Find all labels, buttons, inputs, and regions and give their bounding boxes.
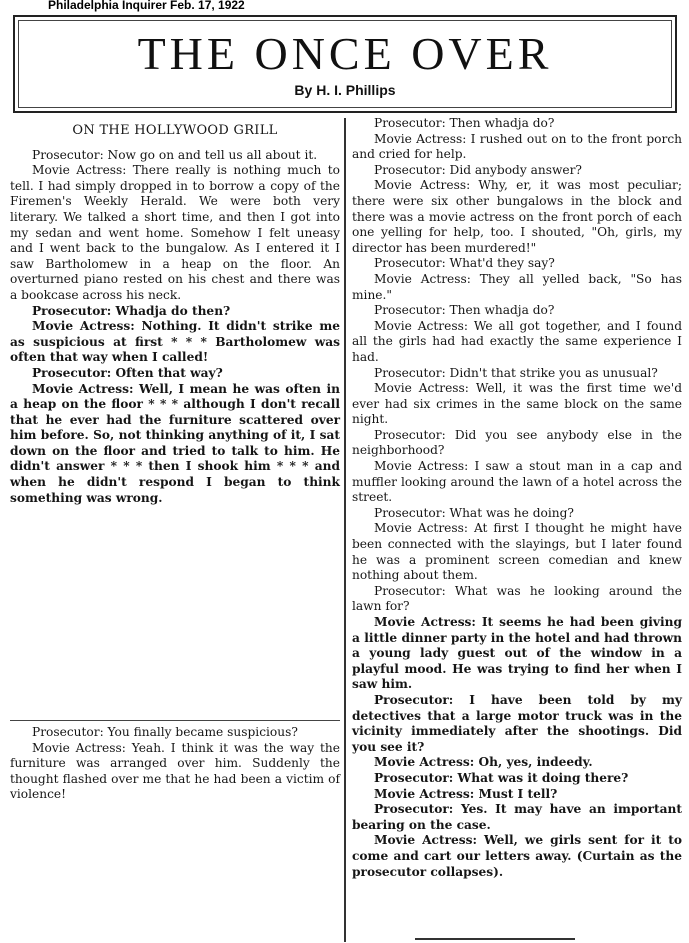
paragraph: Prosecutor: Now go on and tell us all about it. bbox=[32, 147, 318, 162]
column-divider bbox=[344, 118, 346, 942]
headline: ON THE HOLLYWOOD GRILL bbox=[72, 123, 278, 138]
paragraph: Movie Actress: Why, er, it was most peculiar; there were six other bungalows in the block and there was a movie actress on the front porch of each one yelling for help, too. I shouted, "Oh, girls, my director has been murdered!" bbox=[352, 178, 682, 255]
paragraph: Movie Actress: Must I tell? bbox=[374, 786, 558, 801]
paragraph: Movie Actress: Oh, yes, indeedy. bbox=[374, 755, 593, 770]
paragraph: Movie Actress: Well, I mean he was often in a heap on the floor * * * although I don't recall that he ever had the furniture scattered over him before. So, not thinking anything of it, I sat down on the floor and tried to talk to him. He didn't answer * * * then I shook him * * * and when he didn't respond I began to think something was wrong. bbox=[10, 381, 340, 505]
right-column bbox=[352, 116, 682, 880]
paragraph: Movie Actress: I rushed out on to the front porch and cried for help. bbox=[352, 131, 682, 162]
byline: By H. I. Phillips bbox=[294, 82, 396, 98]
paragraph: Movie Actress: Nothing. It didn't strike me as suspicious at first * * * Bartholomew was often that way when I called! bbox=[10, 319, 340, 365]
paragraph: Prosecutor: You finally became suspicious? bbox=[32, 725, 298, 739]
paragraph: Prosecutor: Yes. It may have an important bearing on the case. bbox=[352, 802, 682, 832]
paragraph: Movie Actress: It seems he had been giving a little dinner party in the hotel and had thrown a young lady guest out of the window in a playful mood. He was trying to find her when I saw him. bbox=[352, 615, 682, 692]
paragraph: Movie Actress: Well, it was the first time we'd ever had six crimes in the same block on the same night. bbox=[352, 381, 682, 427]
paragraph: Prosecutor: Did anybody answer? bbox=[374, 162, 582, 177]
masthead-title: THE ONCE OVER bbox=[137, 28, 553, 79]
paragraph: Prosecutor: Then whadja do? bbox=[374, 303, 555, 318]
paragraph: Prosecutor: What was he looking around the lawn for? bbox=[352, 583, 682, 614]
paragraph: Prosecutor: Often that way? bbox=[32, 365, 223, 380]
paragraph: Movie Actress: Well, we girls sent for it to come and cart our letters away. (Curtain as the prosecutor collapses). bbox=[352, 833, 682, 879]
end-rule bbox=[415, 938, 575, 940]
left-column-lower bbox=[10, 725, 340, 803]
paragraph: Prosecutor: Then whadja do? bbox=[374, 116, 555, 130]
left-column-upper bbox=[10, 123, 340, 506]
source-citation: Philadelphia Inquirer Feb. 17, 1922 bbox=[48, 0, 245, 12]
paragraph: Movie Actress: There really is nothing much to tell. I had simply dropped in to borrow a copy of the Firemen's Weekly Herald. We were both very literary. We talked a short time, and then I got into my sedan and went home. Somehow I felt uneasy and I went back to the bungalow. As I entered it I saw Bartholomew in a heap on the floor. An overturned piano rested on his chest and there was a bookcase across his neck. bbox=[10, 163, 340, 302]
masthead bbox=[13, 15, 677, 113]
paragraph: Movie Actress: At first I thought he might have been connected with the slayings, but I later found he was a prominent screen comedian and knew nothing about them. bbox=[352, 521, 682, 583]
paragraph: Prosecutor: I have been told by my detectives that a large motor truck was in the vicinity immediately after the shootings. Did you see it? bbox=[352, 692, 682, 754]
paragraph: Prosecutor: Did you see anybody else in the neighborhood? bbox=[352, 427, 682, 458]
paragraph: Movie Actress: We all got together, and I found all the girls had had exactly the same experience I had. bbox=[352, 318, 682, 364]
paragraph: Movie Actress: They all yelled back, "So has mine." bbox=[352, 271, 682, 302]
paragraph: Movie Actress: Yeah. I think it was the way the furniture was arranged over him. Suddenly the thought flashed over me that he had been a victim of violence! bbox=[10, 740, 340, 802]
paragraph: Prosecutor: What was he doing? bbox=[374, 505, 574, 520]
paragraph: Prosecutor: What'd they say? bbox=[374, 256, 555, 271]
paragraph: Prosecutor: Whadja do then? bbox=[32, 303, 231, 318]
paragraph: Prosecutor: What was it doing there? bbox=[374, 770, 629, 785]
paragraph: Prosecutor: Didn't that strike you as unusual? bbox=[374, 365, 658, 380]
paragraph: Movie Actress: I saw a stout man in a cap and muffler looking around the lawn of a hotel across the street. bbox=[352, 459, 682, 505]
clipping-divider bbox=[10, 720, 340, 721]
